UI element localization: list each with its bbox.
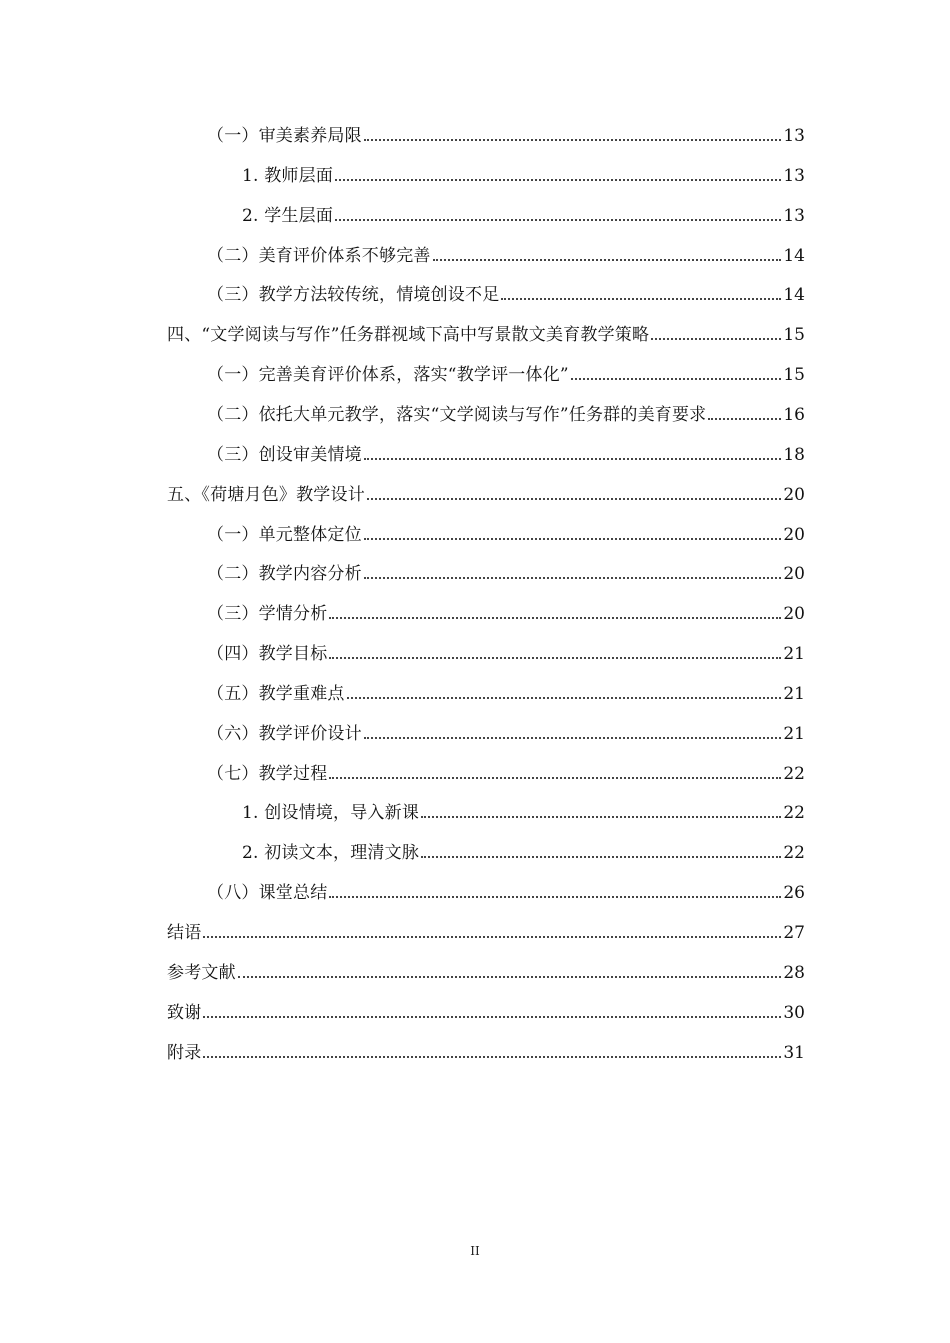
toc-entry[interactable] — [207, 715, 805, 745]
toc-entry-page: 21 — [783, 644, 805, 664]
toc-dot-leader — [364, 577, 782, 579]
toc-entry[interactable] — [167, 994, 805, 1024]
toc-dot-leader — [501, 298, 781, 300]
toc-entry-page: 13 — [783, 206, 805, 226]
toc-dot-leader — [364, 458, 782, 460]
toc-entry-title: （五）教学重难点 — [207, 684, 345, 704]
toc-dot-leader — [329, 896, 781, 898]
toc-entry-page: 26 — [783, 883, 805, 903]
toc-entry-title: （二）依托大单元教学，落实“文学阅读与写作”任务群的美育要求 — [207, 405, 707, 425]
toc-entry-page: 18 — [783, 445, 805, 465]
toc-entry-title: （三）学情分析 — [207, 604, 328, 624]
toc-entry[interactable] — [167, 316, 805, 346]
toc-entry-page: 20 — [783, 485, 805, 505]
toc-entry-page: 15 — [783, 325, 805, 345]
toc-entry[interactable] — [167, 476, 805, 506]
toc-entry[interactable] — [207, 635, 805, 665]
toc-entry-page: 21 — [783, 724, 805, 744]
toc-entry-title: 2. 学生层面 — [242, 206, 334, 226]
toc-entry-title: 结语 — [167, 923, 202, 943]
toc-entry-page: 22 — [783, 843, 805, 863]
toc-entry-page: 13 — [783, 126, 805, 146]
toc-dot-leader — [238, 976, 782, 978]
toc-entry-title: 四、“文学阅读与写作”任务群视域下高中写景散文美育教学策略 — [167, 325, 650, 345]
toc-dot-leader — [367, 498, 781, 500]
toc-entry-title: 致谢 — [167, 1003, 202, 1023]
toc-entry-title: （一）完善美育评价体系，落实“教学评一体化” — [207, 365, 569, 385]
toc-entry-title: 1. 创设情境，导入新课 — [242, 803, 420, 823]
toc-dot-leader — [347, 697, 782, 699]
toc-entry-page: 31 — [783, 1043, 805, 1063]
toc-entry[interactable] — [207, 276, 805, 306]
toc-entry-page: 20 — [783, 525, 805, 545]
toc-entry-title: （四）教学目标 — [207, 644, 328, 664]
toc-entry[interactable] — [207, 356, 805, 386]
page-number: II — [470, 1244, 480, 1258]
toc-dot-leader — [421, 816, 781, 818]
toc-entry-page: 22 — [783, 764, 805, 784]
toc-entry-page: 22 — [783, 803, 805, 823]
toc-entry-title: 附录 — [167, 1043, 202, 1063]
toc-entry-page: 15 — [783, 365, 805, 385]
toc-entry[interactable] — [207, 675, 805, 705]
toc-entry[interactable] — [242, 834, 805, 864]
toc-entry-page: 21 — [783, 684, 805, 704]
toc-entry-page: 16 — [783, 405, 805, 425]
toc-entry-title: （三）创设审美情境 — [207, 445, 362, 465]
toc-dot-leader — [421, 856, 781, 858]
toc-entry[interactable] — [207, 117, 805, 147]
toc-entry-title: （七）教学过程 — [207, 764, 328, 784]
toc-dot-leader — [364, 737, 782, 739]
toc-entry-page: 28 — [783, 963, 805, 983]
toc-entry[interactable] — [207, 755, 805, 785]
toc-entry[interactable] — [242, 794, 805, 824]
toc-entry[interactable] — [207, 874, 805, 904]
toc-entry-page: 20 — [783, 564, 805, 584]
toc-entry[interactable] — [207, 237, 805, 267]
toc-entry[interactable] — [207, 555, 805, 585]
toc-entry-title: 参考文献 — [167, 963, 236, 983]
toc-dot-leader — [571, 378, 782, 380]
toc-dot-leader — [364, 538, 782, 540]
toc-entry-page: 27 — [783, 923, 805, 943]
toc-entry-title: （二）教学内容分析 — [207, 564, 362, 584]
toc-entry-title: （八）课堂总结 — [207, 883, 328, 903]
toc-dot-leader — [203, 1056, 781, 1058]
toc-dot-leader — [203, 936, 781, 938]
toc-dot-leader — [364, 139, 782, 141]
toc-entry-title: （二）美育评价体系不够完善 — [207, 246, 431, 266]
toc-dot-leader — [651, 338, 781, 340]
toc-dot-leader — [335, 219, 781, 221]
toc-entry[interactable] — [242, 197, 805, 227]
toc-entry-page: 14 — [783, 285, 805, 305]
toc-entry[interactable] — [167, 954, 805, 984]
toc-entry-page: 30 — [783, 1003, 805, 1023]
toc-entry[interactable] — [207, 516, 805, 546]
toc-entry-title: （一）单元整体定位 — [207, 525, 362, 545]
toc-entry[interactable] — [207, 436, 805, 466]
toc-dot-leader — [335, 179, 781, 181]
toc-dot-leader — [708, 418, 781, 420]
toc-dot-leader — [329, 777, 781, 779]
toc-entry[interactable] — [207, 595, 805, 625]
toc-dot-leader — [433, 259, 782, 261]
toc-entry-title: 1. 教师层面 — [242, 166, 334, 186]
toc-entry-title: 2. 初读文本，理清文脉 — [242, 843, 420, 863]
toc-entry-page: 13 — [783, 166, 805, 186]
toc-entry[interactable] — [242, 157, 805, 187]
toc-entry[interactable] — [207, 396, 805, 426]
toc-dot-leader — [329, 657, 781, 659]
toc-entry-page: 20 — [783, 604, 805, 624]
toc-entry[interactable] — [167, 1034, 805, 1064]
toc-entry-title: （六）教学评价设计 — [207, 724, 362, 744]
toc-dot-leader — [329, 617, 781, 619]
toc-dot-leader — [203, 1016, 781, 1018]
toc-entry-page: 14 — [783, 246, 805, 266]
toc-entry-title: （三）教学方法较传统，情境创设不足 — [207, 285, 500, 305]
toc-entry[interactable] — [167, 914, 805, 944]
toc-entry-title: （一）审美素养局限 — [207, 126, 362, 146]
toc-entry-title: 五、《荷塘月色》教学设计 — [167, 485, 365, 505]
